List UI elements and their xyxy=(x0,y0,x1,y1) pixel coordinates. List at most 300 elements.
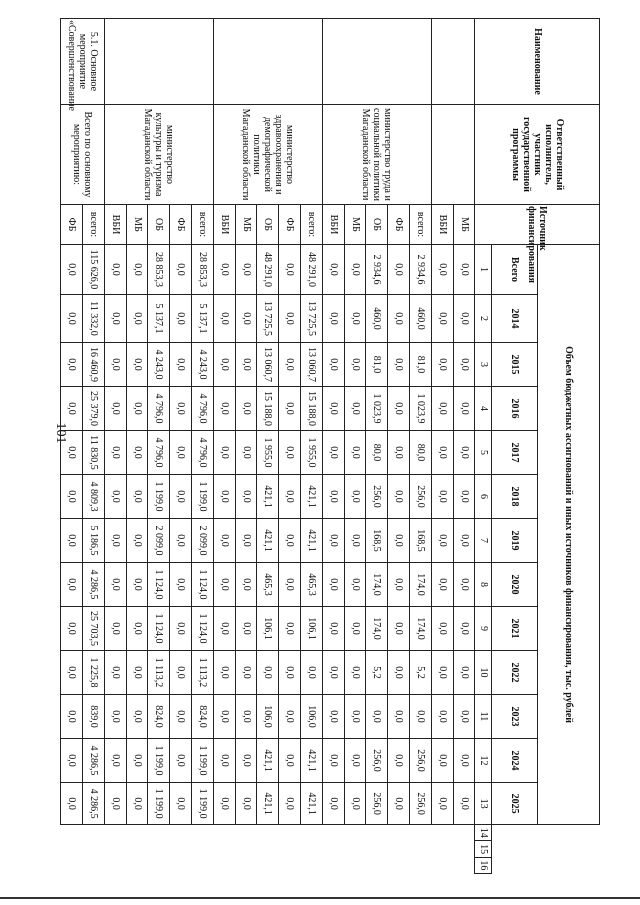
cell-value: 0,0 xyxy=(126,519,148,563)
cell-value: 824,0 xyxy=(148,695,170,739)
cell-value: 0,0 xyxy=(431,607,453,651)
cell-value: 0,0 xyxy=(126,563,148,607)
cell-value: 0,0 xyxy=(104,563,126,607)
cell-value: 13 060,7 xyxy=(301,343,323,387)
cell-value: 0,0 xyxy=(61,343,83,387)
cell-value: 0,0 xyxy=(61,607,83,651)
table-row xyxy=(301,19,323,874)
cell-value: 0,0 xyxy=(170,563,192,607)
cell-value: 0,0 xyxy=(104,343,126,387)
cell-value: 0,0 xyxy=(431,519,453,563)
header-total: Всего xyxy=(492,245,538,295)
row-source: ВБИ xyxy=(431,205,453,245)
cell-value: 256,0 xyxy=(410,739,432,783)
header-year: 2022 xyxy=(492,651,538,695)
cell-value: 0,0 xyxy=(235,651,257,695)
cell-value: 4 796,0 xyxy=(192,431,214,475)
cell-value: 421,1 xyxy=(257,783,279,825)
cell-value: 0,0 xyxy=(453,295,475,343)
cell-value: 0,0 xyxy=(279,695,301,739)
cell-value: 0,0 xyxy=(170,695,192,739)
cell-value: 174,0 xyxy=(410,607,432,651)
cell-value: 0,0 xyxy=(431,343,453,387)
cell-value: 11 830,5 xyxy=(83,431,105,475)
row-source: ОБ xyxy=(257,205,279,245)
cell-value: 0,0 xyxy=(431,387,453,431)
cell-value: 0,0 xyxy=(388,563,410,607)
header-executor: Ответственный исполнитель, участник государственной программы xyxy=(475,105,600,205)
column-number: 2 xyxy=(475,295,492,343)
row-source: МБ xyxy=(126,205,148,245)
cell-value: 0,0 xyxy=(213,343,235,387)
cell-value: 4 243,0 xyxy=(148,343,170,387)
cell-value: 80,0 xyxy=(410,431,432,475)
cell-value: 5 137,1 xyxy=(192,295,214,343)
cell-value: 0,0 xyxy=(126,245,148,295)
cell-value: 0,0 xyxy=(213,739,235,783)
cell-value: 0,0 xyxy=(453,431,475,475)
cell-value: 106,1 xyxy=(257,607,279,651)
cell-value: 2 934,6 xyxy=(410,245,432,295)
cell-value: 0,0 xyxy=(322,695,344,739)
cell-value: 0,0 xyxy=(388,695,410,739)
header-year: 2015 xyxy=(492,343,538,387)
header-year: 2014 xyxy=(492,295,538,343)
header-year: 2021 xyxy=(492,607,538,651)
column-number: 16 xyxy=(475,857,492,873)
cell-value: 4 286,5 xyxy=(83,783,105,825)
column-number: 6 xyxy=(475,475,492,519)
cell-value: 0,0 xyxy=(170,519,192,563)
cell-value: 13 060,7 xyxy=(257,343,279,387)
cell-value: 0,0 xyxy=(235,475,257,519)
header-year: 2025 xyxy=(492,783,538,825)
cell-value: 1 955,0 xyxy=(301,431,323,475)
cell-value: 0,0 xyxy=(235,519,257,563)
cell-value: 0,0 xyxy=(235,739,257,783)
cell-value: 0,0 xyxy=(279,607,301,651)
column-number: 7 xyxy=(475,519,492,563)
cell-value: 0,0 xyxy=(104,695,126,739)
cell-value: 0,0 xyxy=(61,651,83,695)
cell-value: 0,0 xyxy=(388,739,410,783)
row-source: ФБ xyxy=(279,205,301,245)
cell-value: 1 199,0 xyxy=(192,475,214,519)
cell-value: 0,0 xyxy=(126,695,148,739)
row-name xyxy=(431,19,475,105)
cell-value: 0,0 xyxy=(104,651,126,695)
cell-value: 174,0 xyxy=(410,563,432,607)
cell-value: 0,0 xyxy=(279,343,301,387)
cell-value: 0,0 xyxy=(104,783,126,825)
cell-value: 0,0 xyxy=(126,475,148,519)
cell-value: 0,0 xyxy=(388,607,410,651)
cell-value: 0,0 xyxy=(61,295,83,343)
cell-value: 256,0 xyxy=(366,475,388,519)
cell-value: 0,0 xyxy=(104,245,126,295)
cell-value: 0,0 xyxy=(453,651,475,695)
cell-value: 0,0 xyxy=(235,563,257,607)
row-name xyxy=(104,19,213,105)
cell-value: 0,0 xyxy=(279,783,301,825)
cell-value: 0,0 xyxy=(431,295,453,343)
cell-value: 0,0 xyxy=(388,343,410,387)
cell-value: 1 023,9 xyxy=(410,387,432,431)
row-executor: министерство здравоохранения и демографической политики Магаданской области xyxy=(213,105,322,205)
cell-value: 0,0 xyxy=(170,783,192,825)
cell-value: 421,1 xyxy=(257,519,279,563)
column-number: 8 xyxy=(475,563,492,607)
cell-value: 0,0 xyxy=(344,475,366,519)
cell-value: 0,0 xyxy=(431,431,453,475)
cell-value: 460,0 xyxy=(366,295,388,343)
cell-value: 0,0 xyxy=(104,607,126,651)
cell-value: 465,3 xyxy=(301,563,323,607)
header-year: 2016 xyxy=(492,387,538,431)
cell-value: 4 809,3 xyxy=(83,475,105,519)
cell-value: 0,0 xyxy=(213,431,235,475)
cell-value: 0,0 xyxy=(344,431,366,475)
cell-value: 0,0 xyxy=(104,475,126,519)
cell-value: 0,0 xyxy=(344,607,366,651)
row-name xyxy=(322,19,431,105)
cell-value: 0,0 xyxy=(388,475,410,519)
bottom-rule xyxy=(0,897,640,899)
cell-value: 0,0 xyxy=(322,431,344,475)
cell-value: 0,0 xyxy=(453,695,475,739)
row-executor: Всего по основному мероприятию: xyxy=(61,105,105,205)
cell-value: 0,0 xyxy=(322,343,344,387)
cell-value: 256,0 xyxy=(410,783,432,825)
cell-value: 174,0 xyxy=(366,607,388,651)
cell-value: 1 955,0 xyxy=(257,431,279,475)
cell-value: 0,0 xyxy=(279,295,301,343)
cell-value: 4 796,0 xyxy=(192,387,214,431)
cell-value: 4 243,0 xyxy=(192,343,214,387)
cell-value: 0,0 xyxy=(170,245,192,295)
header-name: Наименование xyxy=(475,19,600,105)
row-source: ВБИ xyxy=(104,205,126,245)
cell-value: 0,0 xyxy=(213,295,235,343)
cell-value: 0,0 xyxy=(126,431,148,475)
cell-value: 4 796,0 xyxy=(148,431,170,475)
cell-value: 0,0 xyxy=(453,607,475,651)
financing-table xyxy=(60,18,600,874)
column-number: 3 xyxy=(475,343,492,387)
cell-value: 0,0 xyxy=(431,563,453,607)
cell-value: 0,0 xyxy=(344,563,366,607)
cell-value: 0,0 xyxy=(431,651,453,695)
cell-value: 0,0 xyxy=(235,343,257,387)
cell-value: 256,0 xyxy=(410,475,432,519)
cell-value: 2 099,0 xyxy=(192,519,214,563)
header-year: 2020 xyxy=(492,563,538,607)
cell-value: 0,0 xyxy=(344,695,366,739)
cell-value: 0,0 xyxy=(431,695,453,739)
row-executor: министерство труда и социальной политики Магаданской области xyxy=(322,105,431,205)
cell-value: 0,0 xyxy=(213,783,235,825)
cell-value: 0,0 xyxy=(213,387,235,431)
cell-value: 0,0 xyxy=(213,245,235,295)
row-executor: министерство культуры и туризма Магаданской области xyxy=(104,105,213,205)
row-source: ФБ xyxy=(170,205,192,245)
cell-value: 0,0 xyxy=(279,431,301,475)
row-source: ФБ xyxy=(388,205,410,245)
cell-value: 0,0 xyxy=(344,387,366,431)
cell-value: 1 199,0 xyxy=(148,475,170,519)
cell-value: 0,0 xyxy=(126,343,148,387)
cell-value: 0,0 xyxy=(431,245,453,295)
cell-value: 0,0 xyxy=(170,607,192,651)
cell-value: 1 124,0 xyxy=(192,563,214,607)
cell-value: 0,0 xyxy=(453,245,475,295)
cell-value: 4 286,5 xyxy=(83,739,105,783)
cell-value: 421,1 xyxy=(301,475,323,519)
cell-value: 4 796,0 xyxy=(148,387,170,431)
cell-value: 0,0 xyxy=(344,739,366,783)
cell-value: 0,0 xyxy=(453,475,475,519)
cell-value: 0,0 xyxy=(235,431,257,475)
cell-value: 0,0 xyxy=(279,651,301,695)
cell-value: 48 291,0 xyxy=(257,245,279,295)
cell-value: 0,0 xyxy=(388,245,410,295)
header-year: 2018 xyxy=(492,475,538,519)
cell-value: 0,0 xyxy=(279,245,301,295)
table-row xyxy=(83,19,105,874)
cell-value: 0,0 xyxy=(410,695,432,739)
column-number: 5 xyxy=(475,431,492,475)
cell-value: 15 188,0 xyxy=(301,387,323,431)
cell-value: 0,0 xyxy=(61,475,83,519)
cell-value: 0,0 xyxy=(257,651,279,695)
column-number: 15 xyxy=(475,841,492,857)
cell-value: 0,0 xyxy=(453,563,475,607)
cell-value: 0,0 xyxy=(279,475,301,519)
cell-value: 0,0 xyxy=(453,387,475,431)
cell-value: 168,5 xyxy=(410,519,432,563)
cell-value: 0,0 xyxy=(61,519,83,563)
column-number: 12 xyxy=(475,739,492,783)
cell-value: 15 188,0 xyxy=(257,387,279,431)
cell-value: 0,0 xyxy=(235,607,257,651)
cell-value: 25 379,0 xyxy=(83,387,105,431)
cell-value: 13 725,5 xyxy=(301,295,323,343)
cell-value: 0,0 xyxy=(170,739,192,783)
cell-value: 80,0 xyxy=(366,431,388,475)
cell-value: 0,0 xyxy=(279,387,301,431)
cell-value: 5 137,1 xyxy=(148,295,170,343)
cell-value: 106,0 xyxy=(257,695,279,739)
cell-value: 0,0 xyxy=(322,387,344,431)
cell-value: 1 199,0 xyxy=(192,739,214,783)
cell-value: 0,0 xyxy=(388,651,410,695)
cell-value: 1 124,0 xyxy=(148,607,170,651)
cell-value: 0,0 xyxy=(388,387,410,431)
cell-value: 28 853,3 xyxy=(192,245,214,295)
cell-value: 28 853,3 xyxy=(148,245,170,295)
cell-value: 0,0 xyxy=(431,475,453,519)
row-source: ОБ xyxy=(366,205,388,245)
table-row xyxy=(192,19,214,874)
cell-value: 0,0 xyxy=(344,295,366,343)
cell-value: 0,0 xyxy=(235,295,257,343)
row-source: всего: xyxy=(192,205,214,245)
cell-value: 1 124,0 xyxy=(192,607,214,651)
cell-value: 0,0 xyxy=(453,519,475,563)
cell-value: 0,0 xyxy=(213,519,235,563)
row-name xyxy=(213,19,322,105)
header-year: 2024 xyxy=(492,739,538,783)
cell-value: 0,0 xyxy=(322,475,344,519)
cell-value: 0,0 xyxy=(170,431,192,475)
row-source: ОБ xyxy=(148,205,170,245)
cell-value: 421,1 xyxy=(257,739,279,783)
cell-value: 256,0 xyxy=(366,739,388,783)
cell-value: 0,0 xyxy=(388,431,410,475)
cell-value: 81,0 xyxy=(410,343,432,387)
cell-value: 0,0 xyxy=(344,245,366,295)
cell-value: 1 113,2 xyxy=(148,651,170,695)
cell-value: 0,0 xyxy=(322,651,344,695)
cell-value: 0,0 xyxy=(388,519,410,563)
row-source: ВБИ xyxy=(213,205,235,245)
cell-value: 1 199,0 xyxy=(148,739,170,783)
cell-value: 0,0 xyxy=(170,651,192,695)
cell-value: 2 934,6 xyxy=(366,245,388,295)
cell-value: 0,0 xyxy=(61,563,83,607)
cell-value: 0,0 xyxy=(213,475,235,519)
cell-value: 0,0 xyxy=(213,651,235,695)
cell-value: 421,1 xyxy=(301,519,323,563)
column-number: 14 xyxy=(475,825,492,841)
column-number: 11 xyxy=(475,695,492,739)
cell-value: 0,0 xyxy=(322,245,344,295)
cell-value: 0,0 xyxy=(170,475,192,519)
cell-value: 0,0 xyxy=(170,343,192,387)
row-source: всего: xyxy=(83,205,105,245)
cell-value: 2 099,0 xyxy=(148,519,170,563)
cell-value: 0,0 xyxy=(104,387,126,431)
cell-value: 11 332,0 xyxy=(83,295,105,343)
cell-value: 256,0 xyxy=(366,783,388,825)
cell-value: 0,0 xyxy=(279,739,301,783)
cell-value: 0,0 xyxy=(388,783,410,825)
cell-value: 839,0 xyxy=(83,695,105,739)
cell-value: 81,0 xyxy=(366,343,388,387)
cell-value: 5,2 xyxy=(410,651,432,695)
cell-value: 1 124,0 xyxy=(148,563,170,607)
cell-value: 1 023,9 xyxy=(366,387,388,431)
cell-value: 0,0 xyxy=(126,783,148,825)
page-number: 101 xyxy=(53,422,68,444)
cell-value: 0,0 xyxy=(366,695,388,739)
cell-value: 0,0 xyxy=(344,783,366,825)
cell-value: 824,0 xyxy=(192,695,214,739)
header-volume: Объем бюджетных ассигнований и иных источников финансирования, тыс. рублей xyxy=(537,245,599,825)
row-source: МБ xyxy=(344,205,366,245)
cell-value: 1 225,8 xyxy=(83,651,105,695)
header-source: Источник финансирования xyxy=(475,205,600,245)
header-year: 2017 xyxy=(492,431,538,475)
cell-value: 0,0 xyxy=(213,695,235,739)
cell-value: 0,0 xyxy=(322,519,344,563)
cell-value: 0,0 xyxy=(322,607,344,651)
row-source: ФБ xyxy=(61,205,83,245)
cell-value: 1 199,0 xyxy=(192,783,214,825)
row-name: 5.1. Основное мероприятие «Совершенствование xyxy=(61,19,105,105)
cell-value: 0,0 xyxy=(126,387,148,431)
cell-value: 0,0 xyxy=(322,295,344,343)
cell-value: 0,0 xyxy=(388,295,410,343)
cell-value: 0,0 xyxy=(170,295,192,343)
row-source: ВБИ xyxy=(322,205,344,245)
cell-value: 0,0 xyxy=(235,695,257,739)
row-source: всего: xyxy=(410,205,432,245)
cell-value: 0,0 xyxy=(279,563,301,607)
cell-value: 0,0 xyxy=(61,783,83,825)
column-number: 9 xyxy=(475,607,492,651)
cell-value: 0,0 xyxy=(104,295,126,343)
cell-value: 421,1 xyxy=(257,475,279,519)
cell-value: 0,0 xyxy=(61,387,83,431)
header-year: 2023 xyxy=(492,695,538,739)
cell-value: 465,3 xyxy=(257,563,279,607)
cell-value: 25 703,5 xyxy=(83,607,105,651)
cell-value: 168,5 xyxy=(366,519,388,563)
table-row xyxy=(453,19,475,874)
cell-value: 0,0 xyxy=(322,783,344,825)
column-number: 4 xyxy=(475,387,492,431)
cell-value: 0,0 xyxy=(235,387,257,431)
cell-value: 0,0 xyxy=(61,695,83,739)
cell-value: 0,0 xyxy=(213,607,235,651)
cell-value: 5 186,5 xyxy=(83,519,105,563)
cell-value: 421,1 xyxy=(301,783,323,825)
cell-value: 115 626,0 xyxy=(83,245,105,295)
row-executor xyxy=(431,105,475,205)
cell-value: 460,0 xyxy=(410,295,432,343)
cell-value: 0,0 xyxy=(104,519,126,563)
cell-value: 106,0 xyxy=(301,695,323,739)
cell-value: 0,0 xyxy=(344,651,366,695)
cell-value: 0,0 xyxy=(453,343,475,387)
cell-value: 174,0 xyxy=(366,563,388,607)
cell-value: 0,0 xyxy=(453,783,475,825)
cell-value: 0,0 xyxy=(344,519,366,563)
column-number: 10 xyxy=(475,651,492,695)
cell-value: 0,0 xyxy=(235,783,257,825)
cell-value: 16 460,9 xyxy=(83,343,105,387)
cell-value: 0,0 xyxy=(126,651,148,695)
cell-value: 0,0 xyxy=(126,607,148,651)
column-number: 1 xyxy=(475,245,492,295)
cell-value: 0,0 xyxy=(126,739,148,783)
header-year: 2019 xyxy=(492,519,538,563)
cell-value: 4 286,5 xyxy=(83,563,105,607)
cell-value: 0,0 xyxy=(344,343,366,387)
cell-value: 0,0 xyxy=(301,651,323,695)
cell-value: 0,0 xyxy=(126,295,148,343)
cell-value: 1 199,0 xyxy=(148,783,170,825)
cell-value: 0,0 xyxy=(431,783,453,825)
cell-value: 0,0 xyxy=(213,563,235,607)
row-source: МБ xyxy=(235,205,257,245)
cell-value: 0,0 xyxy=(104,739,126,783)
cell-value: 0,0 xyxy=(322,739,344,783)
row-source: МБ xyxy=(453,205,475,245)
cell-value: 1 113,2 xyxy=(192,651,214,695)
cell-value: 0,0 xyxy=(453,739,475,783)
